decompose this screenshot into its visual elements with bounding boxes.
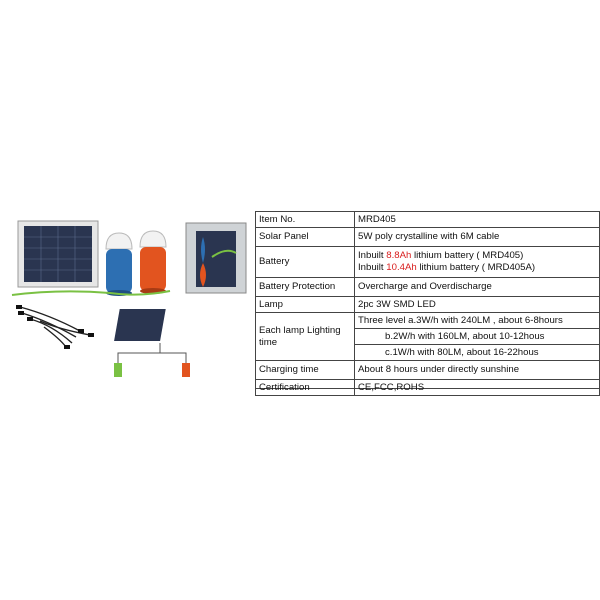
spec-value: CE,FCC,ROHS — [355, 380, 600, 396]
battery-text: lithium battery ( MRD405) — [411, 250, 524, 261]
solar-panel-photo — [18, 221, 98, 287]
spec-value: b.2W/h with 160LM, about 10-12hous — [355, 329, 600, 345]
spec-row-charging-time — [256, 361, 600, 380]
battery-text: Inbuilt — [358, 250, 387, 261]
spec-value — [355, 247, 600, 278]
battery-capacity: 8.8Ah — [386, 250, 412, 261]
spec-label: Lamp — [256, 297, 355, 313]
spec-label: Certification — [256, 380, 355, 396]
blue-lamp-photo — [106, 233, 132, 296]
spec-label: Item No. — [256, 212, 355, 228]
spec-value: About 8 hours under directly sunshine — [355, 361, 600, 380]
spec-value: MRD405 — [355, 212, 600, 228]
battery-text: Inbuilt — [358, 262, 387, 273]
spec-value: 5W poly crystalline with 6M cable — [355, 228, 600, 247]
spec-row-lamp — [256, 297, 600, 313]
spec-label: Each lamp Lighting time — [256, 313, 355, 361]
spec-value: Three level a.3W/h with 240LM , about 6-8hours — [355, 313, 600, 329]
product-spec-sheet — [0, 211, 600, 393]
battery-line-2 — [358, 262, 596, 274]
battery-text: lithium battery ( MRD405A) — [416, 262, 536, 273]
spec-label: Charging time — [256, 361, 355, 380]
spec-row-solar-panel — [256, 228, 600, 247]
spec-value: c.1W/h with 80LM, about 16-22hous — [355, 345, 600, 361]
spec-label: Battery — [256, 247, 355, 278]
spec-value: Overcharge and Overdischarge — [355, 278, 600, 297]
spec-value: 2pc 3W SMD LED — [355, 297, 600, 313]
spec-row-certification — [256, 380, 600, 396]
specs-table — [255, 211, 600, 396]
product-photos — [0, 211, 255, 389]
spec-label: Solar Panel — [256, 228, 355, 247]
spec-row-item-no — [256, 212, 600, 228]
spec-row-battery-protection — [256, 278, 600, 297]
battery-capacity: 10.4Ah — [386, 262, 417, 273]
spec-row-lighting-time — [256, 313, 600, 329]
battery-line-1 — [358, 250, 596, 262]
product-photos-illustration — [0, 211, 255, 389]
orange-lamp-photo — [140, 231, 166, 294]
spec-label: Battery Protection — [256, 278, 355, 297]
retail-box-photo — [186, 223, 246, 293]
installation-diagram — [114, 309, 190, 377]
charging-cables-photo — [20, 307, 90, 347]
spec-row-battery — [256, 247, 600, 278]
